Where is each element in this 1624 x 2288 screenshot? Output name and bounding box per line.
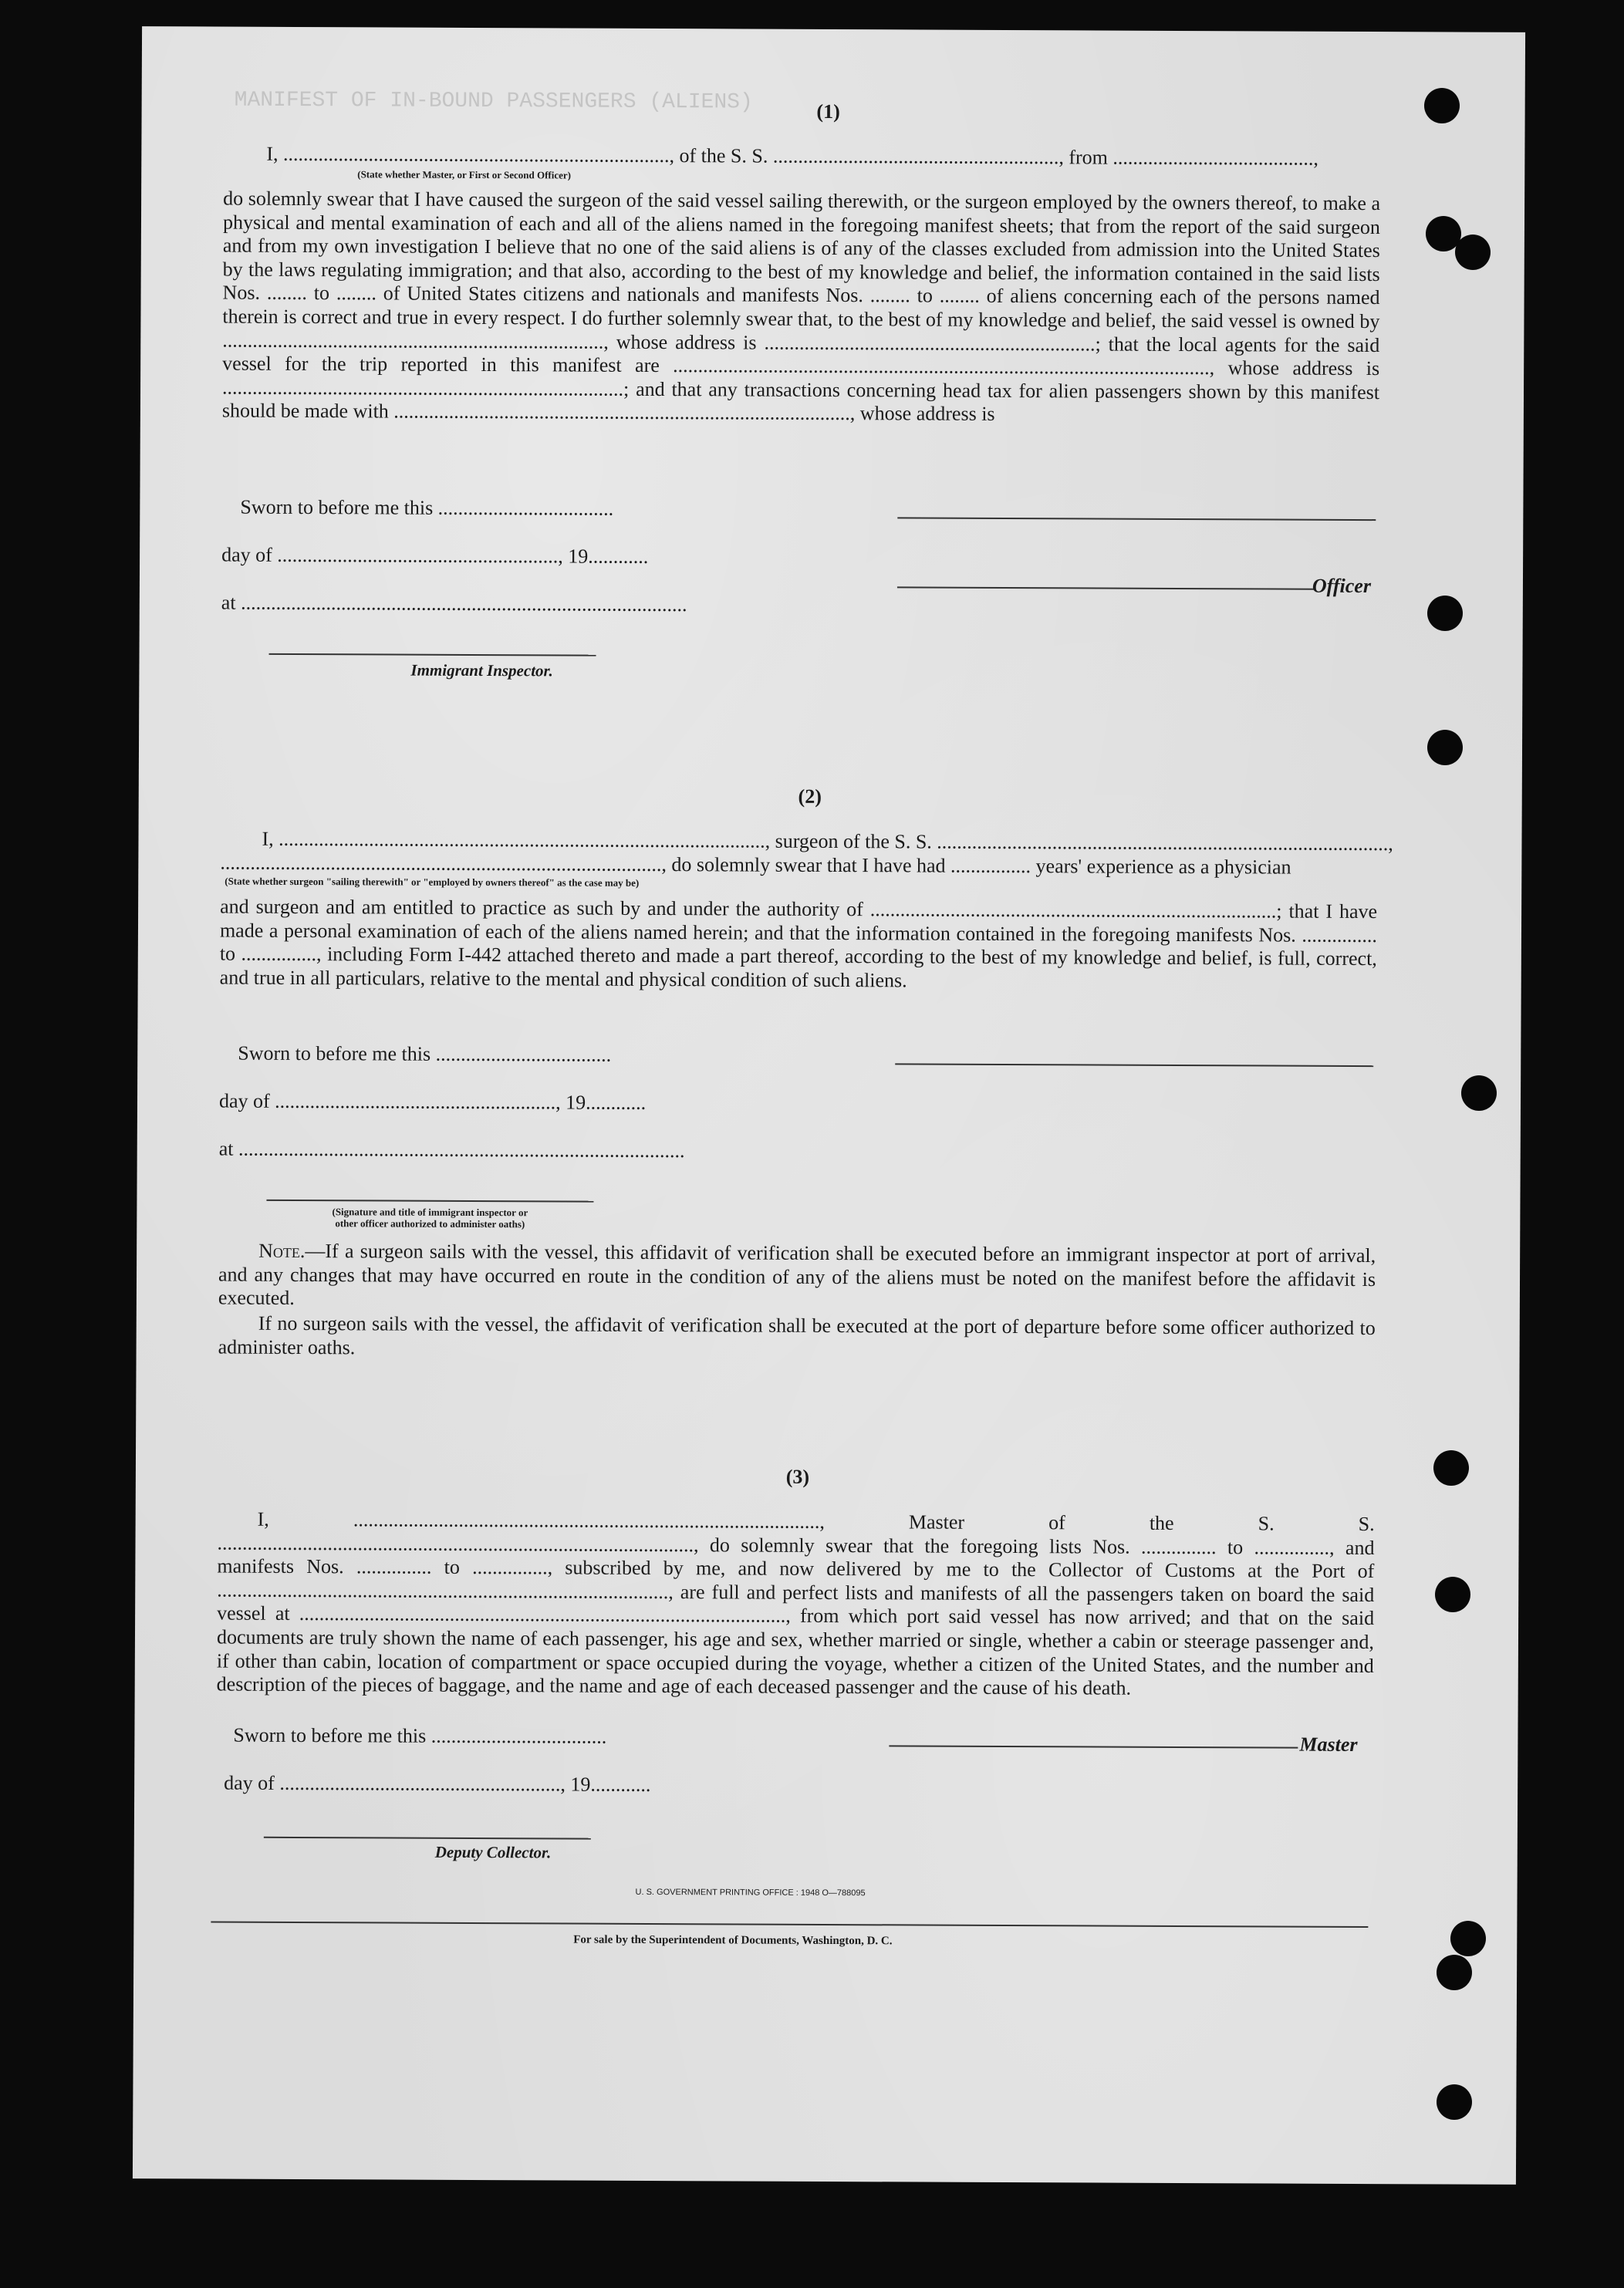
binder-hole	[1433, 1450, 1469, 1486]
section-1-sworn: Sworn to before me this ...................................	[240, 495, 614, 520]
section-3-body: I, ............................................................................................., Master of the S. S. ..............................................................................................., do solemnly swear that the foregoing lists Nos. ............... to ..............., and manifests Nos. ............... to ..............., subscribed by me, and now delivered by me to the Collector of Customs at the Port of .........................................................................................., are full and perfect lists and manifests of all the passengers taken on board the said vessel at ................................................................................................., from which port said vessel has now arrived; and that on the said documents are truly shown the name of each passenger, his age and sex, whether married or single, whether a cabin or steerage passenger and, if other than cabin, location of compartment or space occupied during the voyage, whether a citizen of the United States, and the number and description of the pieces of baggage, and the name and age of each deceased passenger and the cause of his death.	[216, 1507, 1375, 1699]
document-page	[133, 26, 1525, 2185]
section-2-first-line: I, ................................................................................................., surgeon of the S. S. ..........................................................................................,	[262, 827, 1393, 855]
signature-caption-line-1: (Signature and title of immigrant inspector or	[332, 1206, 528, 1219]
section-1-caption: (State whether Master, or First or Second Officer)	[357, 168, 572, 181]
master-label: Master	[1299, 1733, 1358, 1756]
binder-hole	[1461, 1075, 1497, 1111]
officer-label: Officer	[1312, 574, 1372, 598]
note-paragraph	[218, 1240, 1376, 1315]
immigrant-inspector-label: Immigrant Inspector.	[410, 660, 553, 680]
section-1-number: (1)	[816, 100, 840, 123]
section-2-second-line: ........................................................................................, do solemnly swear that I have had ................ years' experience as a physician	[220, 851, 1291, 879]
note-second-paragraph: If no surgeon sails with the vessel, the affidavit of verification shall be executed at the port of departure before some officer authorized to administer oaths.	[218, 1311, 1376, 1358]
binder-hole	[1435, 1577, 1470, 1612]
section-3-number: (3)	[785, 1465, 810, 1488]
binder-hole	[1455, 235, 1491, 270]
officer-signature-line	[897, 586, 1314, 589]
bleed-through: MANIFEST OF IN-BOUND PASSENGERS (ALIENS)	[234, 88, 753, 115]
note-label: Note.	[258, 1239, 306, 1263]
oath-officer-signature-line	[266, 1200, 593, 1203]
binder-hole	[1424, 88, 1460, 123]
section-2-number: (2)	[798, 785, 822, 808]
footer-rule	[211, 1922, 1368, 1929]
note-text: —If a surgeon sails with the vessel, this affidavit of verification shall be executed before an immigrant inspector at port of arrival, and any changes that may have occurred en route in the condition of any of the aliens must be noted on the manifest before the affidavit is executed.	[218, 1240, 1376, 1310]
signature-line	[897, 517, 1376, 521]
inspector-signature-line	[269, 653, 596, 656]
printing-office-line: U. S. GOVERNMENT PRINTING OFFICE : 1948 O—788095	[635, 1887, 866, 1898]
binder-hole	[1437, 2084, 1472, 2120]
section-2-body: and surgeon and am entitled to practice as such by and under the authority of .................................................................................; that I have made a personal examination of each of the aliens named herein; and that the information contained in the foregoing manifests Nos. ............... to ..............., including Form I-442 attached thereto and made a part thereof, according to the best of my knowledge and belief, is full, correct, and true in all particulars, relative to the mental and physical condition of such aliens.	[219, 895, 1378, 992]
deputy-collector-label: Deputy Collector.	[434, 1842, 552, 1862]
section-3-day: day of ........................................................, 19............	[224, 1771, 651, 1796]
signature-caption-line-2: other officer authorized to administer oaths)	[335, 1217, 525, 1230]
section-2-sworn: Sworn to before me this ...................................	[238, 1041, 612, 1066]
section-1-body: do solemnly swear that I have caused the surgeon of the said vessel sailing therewith, or the surgeon employed by the owners thereof, to make a physical and mental examination of each and all of the aliens named in the foregoing manifest sheets; that from the report of the said surgeon and from my own investigation I believe that no one of the said aliens is of any of the classes excluded from admission into the United States by the laws regulating immigration; and that also, according to the best of my knowledge and belief, the information contained in the said lists Nos. ........ to ........ of United States citizens and nationals and manifests Nos. ........ to ........ of aliens concerning each of the persons named therein is correct and true in every respect. I do further solemnly swear that, to the best of my knowledge and belief, the said vessel is owned by ............................................................................, whose address is ..................................................................; that the local agents for the said vessel for the trip reported in this manifest are ..........................................................................................................., whose address is ................................................................................; and that any transactions concerning head tax for alien passengers shown by this manifest should be made with ..........................................................................................., whose address is	[221, 187, 1381, 426]
section-2-at: at .........................................................................................	[218, 1137, 685, 1163]
section-2-day: day of ........................................................, 19............	[218, 1089, 647, 1114]
section-1-day: day of ........................................................, 19............	[221, 543, 649, 568]
binder-hole	[1427, 730, 1463, 765]
binder-hole	[1437, 1955, 1472, 1990]
surgeon-signature-line	[895, 1063, 1373, 1067]
for-sale-line: For sale by the Superintendent of Documents, Washington, D. C.	[573, 1933, 893, 1948]
section-1-at: at .........................................................................................	[221, 591, 687, 616]
section-3-sworn: Sworn to before me this ...................................	[233, 1723, 607, 1748]
section-2-caption: (State whether surgeon "sailing therewith" or "employed by owners thereof" as the case may be)	[225, 875, 640, 889]
collector-signature-line	[264, 1837, 591, 1840]
section-1-first-line: I, ............................................................................., of the S. S. ........................................................., from ........................................,	[266, 142, 1318, 170]
master-signature-line	[889, 1745, 1298, 1748]
binder-hole	[1450, 1921, 1486, 1956]
binder-hole	[1427, 596, 1463, 631]
